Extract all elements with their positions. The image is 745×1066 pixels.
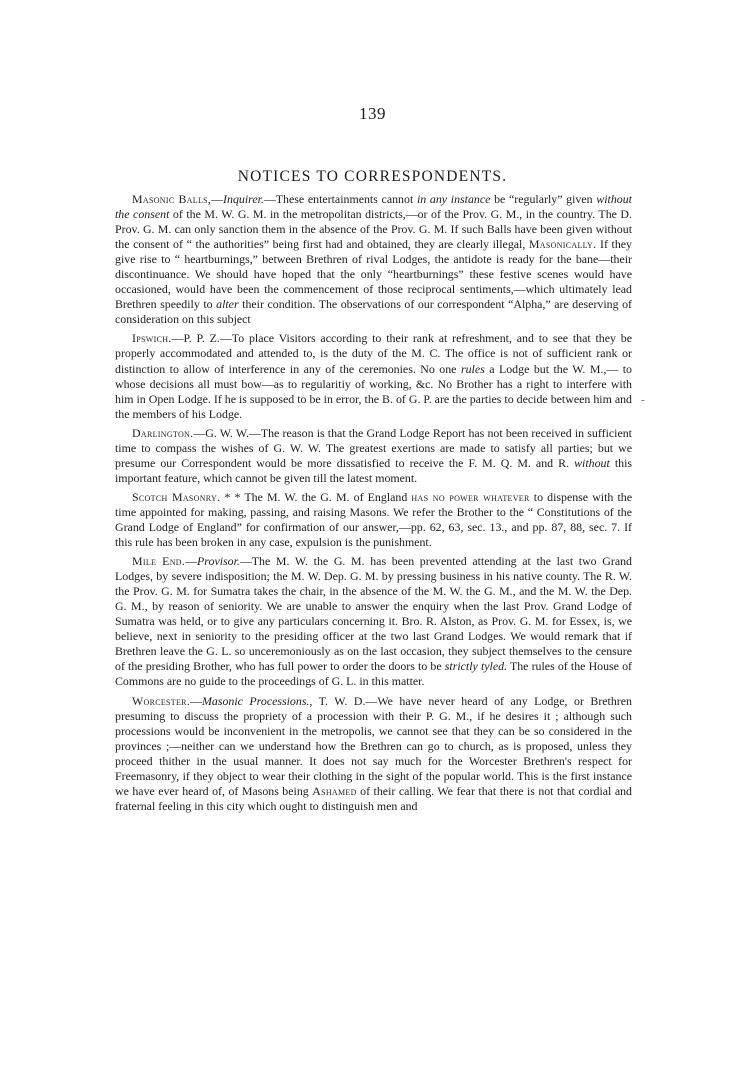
notice-heading: Darlington. [132,425,194,440]
notice-heading: Worcester. [132,693,191,708]
dash: — [263,192,276,206]
notice-text: The reason is that the Grand Lodge Report has not been received in sufficient time to compass the wishes of G. W. W. The greatest exertions are made to satisfy all parties; but we presume our Correspondent would be more dissatisfied to receive the F. M. Q. M. and R. [115,425,632,470]
notice-heading: Ipswich. [132,331,172,346]
dash: — [219,331,232,346]
notice-heading: Scotch Masonry. [132,489,221,504]
dash: — [193,425,206,440]
notice-text: To place Visitors according to their rank at refreshment, and to see that they be properly accommodated and attended to, is the duty of the M. C. The office is not of sufficient rank or distinction to allow of interference in any of the ceremonies. No one [115,331,632,376]
notice-addressee: Masonic Processions., [201,693,313,708]
dash: — [248,425,261,440]
notice-mile-end [115,554,632,689]
notice-heading: Mile End. [132,554,186,569]
notice-emphasis: alter [216,297,239,312]
notice-addressee: P. P. Z. [183,331,220,346]
notice-text: T. W. D.—We have never heard of any Lodge, or Brethren presuming to discuss the propriety of a procession with their P. G. M., if he desires it ; although such processions would be inconvenient in the metropolis, we cannot see that they can be so considered in the provinces ;—neither can we understand how the Brethren can go to church, as is proposed, unless they proceed thither in the usual manner. It does not say much for the Worcester Brethren's respect for Freemasonry, if they object to wear their clothing in the sight of the popular world. This is the first instance we have ever heard of, of Masons being [115,693,632,798]
notice-emphasis: rules [460,361,485,376]
margin-mark: - [641,394,645,406]
notice-scotch-masonry [115,490,632,550]
notice-small-caps: has no power whatever [411,489,530,504]
notice-text: this important feature, which cannot be given till the latest moment. [115,455,632,485]
notice-small-caps: Masonically. [528,237,597,252]
notice-emphasis: in any instance [416,192,491,206]
notice-emphasis: without [574,455,610,470]
notice-emphasis: strictly tyled. [444,659,508,674]
notice-small-caps: Ashamed [312,783,357,798]
notices-body [115,192,632,818]
notice-text: The rules of the House of Commons are no guide to the proceedings of G. L. in this matter. [115,659,632,689]
notice-addressee: Provisor. [197,554,240,569]
dash: — [211,192,224,206]
notice-text: These entertainments cannot [275,192,417,206]
dash: — [239,554,252,569]
notice-text: a Lodge but the W. M.,— to whose decisions all must bow—as to regularitiy of working, &c. No Brother has a right to interfere with him in Open Lodge. If he is supposed to be in error, the B. of G. P. are the parties to decide between him and the members of his Lodge. [115,361,632,421]
notice-text: of their calling. We fear that there is not that cordial and fraternal feeling in this city which ought to distinguish men and [115,783,633,813]
notice-text: be “regularly” given [490,192,597,206]
notice-emphasis: without the consent [115,192,632,222]
notice-darlington [115,426,632,486]
notice-text: to dispense with the time appointed for making, passing, and raising Masons. We refer the Brother to the “ Constitutions of the Grand Lodge of England” for confirmation of our answer,—pp. 62, 63, sec. 13., and pp. 87, 88, sec. 7. If this rule has been broken in any case, expulsion is the punishment. [115,489,632,550]
notice-addressee: Inquirer. [223,192,264,206]
notice-addressee: G. W. W. [205,425,249,440]
dash: — [171,331,184,346]
notice-text: * * The M. W. the G. M. of England [220,489,412,504]
dash: — [185,554,198,569]
page-title: NOTICES TO CORRESPONDENTS. [237,168,508,185]
notice-text: The M. W. the G. M. has been prevented attending at the last two Grand Lodges, by severe indisposition; the M. W. Dep. G. M. by pressing business in his native county. The R. W. the Prov. G. M. for Sumatra takes the chair, in the absence of the M. W. the G. M., and the M. W. the Dep. G. M., by reason of seniority. We are unable to answer the enquiry when the last Prov. Grand Lodge of Sumatra was held, or to give any particulars concerning it. Bro. R. Alston, as Prov. G. M. for Essex, is, we believe, next in seniority to the presiding officer at the two last Grand Lodges. We would remark that if Brethren leave the G. L. so unceremoniously as on the last occasion, they subject themselves to the censure of the presiding Brother, who has full power to order the doors to be [115,554,632,674]
notice-text: their condition. The observations of our correspondent “Alpha,” are deserving of consideration on this subject [115,297,632,327]
notice-text: of the M. W. G. M. in the metropolitan districts,—or of the Prov. G. M., in the country. The D. Prov. G. M. can only sanction them in the absence of the Prov. G. M. If such Balls have been given without the consent of “ the authorities” being first had and obtained, they are clearly illegal, [115,207,632,252]
page-number: 139 [359,104,386,123]
notice-heading: Masonic Balls, [132,192,212,206]
notice-worcester [115,694,632,814]
notice-ipswich [115,331,632,421]
dash: — [190,693,202,708]
notice-masonic-balls [115,192,632,327]
notice-text: If they give rise to “ heartburnings,” between Brethren of rival Lodges, the antidote is ready for the bane—their discontinuance. We should have hoped that the only “heartburnings” these festive scenes would have occasioned, would have been the commencement of those reciprocal sentiments,—which ultimately lead Brethren speedily to [115,237,632,312]
